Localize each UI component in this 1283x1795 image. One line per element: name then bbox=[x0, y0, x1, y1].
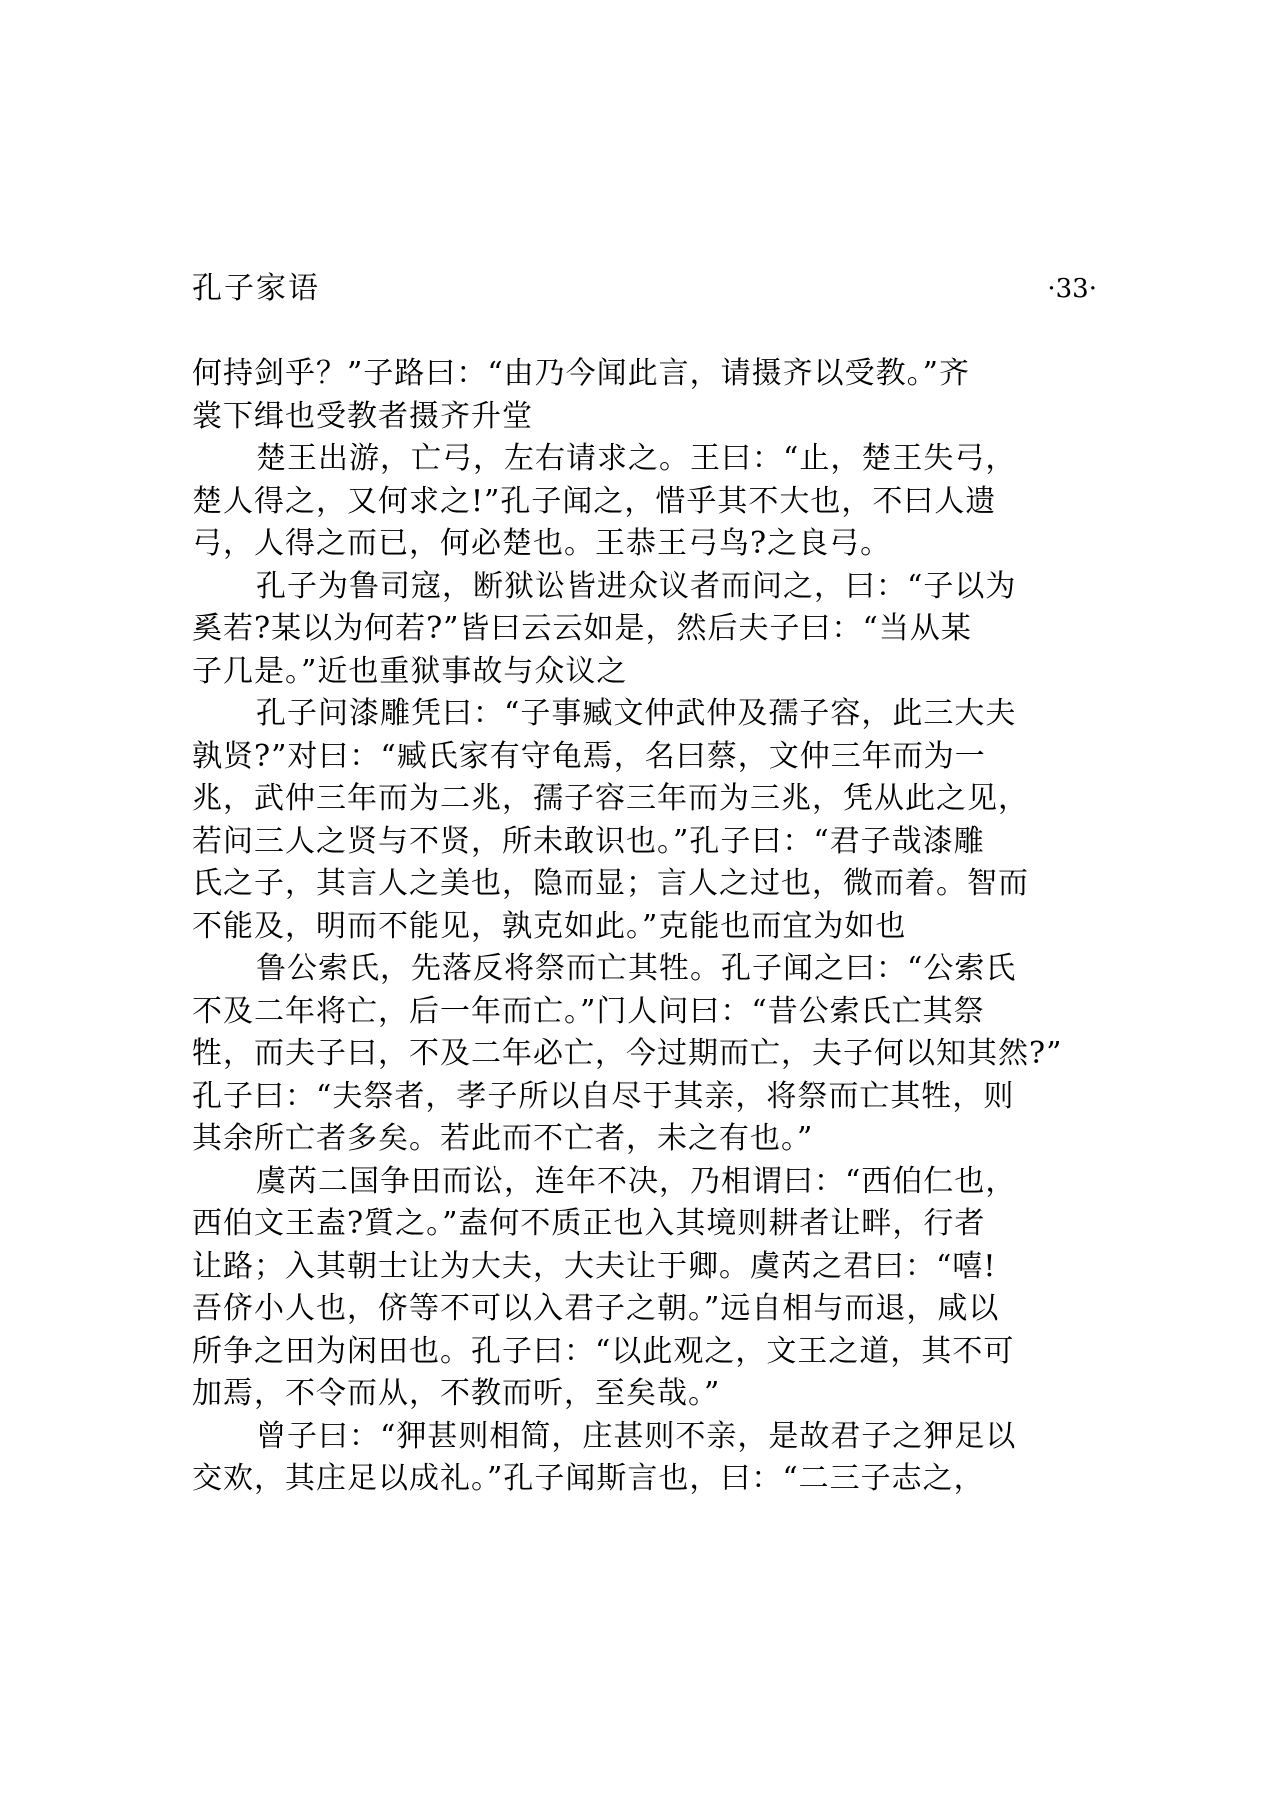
text-line: 楚人得之，又何求之!”孔子闻之，惜乎其不大也，不曰人遗 bbox=[192, 483, 997, 519]
text-line: 孰贤?”对曰：“臧氏家有守龟焉，名曰蔡，文仲三年而为一 bbox=[192, 738, 986, 774]
book-title: 孔子家语 bbox=[192, 271, 320, 306]
text-line: 交欢，其庄足以成礼。”孔子闻斯言也，曰：“二三子志之， bbox=[192, 1461, 985, 1496]
text-line: 加焉，不令而从，不教而听，至矣哉。” bbox=[192, 1376, 721, 1411]
text-line: 曾子曰：“狎甚则相简，庄甚则不亲，是故君子之狎足以 bbox=[256, 1418, 1017, 1454]
body-text bbox=[192, 353, 1097, 1501]
text-line: 孔子为鲁司寇，断狱讼皆进众议者而问之，曰：“子以为 bbox=[256, 568, 1017, 604]
text-line: 牲，而夫子曰，不及二年必亡，今过期而亡，夫子何以知其然?” bbox=[192, 1036, 1063, 1071]
text-line: 不能及，明而不能见，孰克如此。”克能也而宜为如也 bbox=[192, 908, 907, 944]
text-line: 何持剑乎？”子路曰：“由乃今闻此言，请摄齐以受教。”齐 bbox=[192, 356, 971, 391]
text-line: 鲁公索氏，先落反将祭而亡其牲。孔子闻之曰：“公索氏 bbox=[256, 951, 1017, 986]
text-line: 奚若?某以为何若?”皆曰云云如是，然后夫子曰：“当从某 bbox=[192, 611, 972, 646]
text-line: 兆，武仲三年而为二兆，孺子容三年而为三兆，凭从此之见， bbox=[192, 781, 1029, 816]
text-line: 让路；入其朝士让为大夫，大夫让于卿。虞芮之君曰：“嘻! bbox=[192, 1248, 997, 1284]
text-line: 子几是。”近也重狱事故与众议之 bbox=[192, 653, 628, 689]
text-line: 吾侪小人也，侪等不可以入君子之朝。”远自相与而退，咸以 bbox=[192, 1291, 1000, 1326]
text-line: 西伯文王盍?質之。”盍何不质正也入其境则耕者让畔，行者 bbox=[192, 1206, 986, 1241]
page-header bbox=[192, 266, 1097, 312]
text-line: 虞芮二国争田而讼，连年不决，乃相谓曰：“西伯仁也， bbox=[256, 1163, 1017, 1199]
text-line: 弓，人得之而已，何必楚也。王恭王弓鸟?之良弓。 bbox=[192, 526, 892, 561]
text-line: 裳下缉也受教者摄齐升堂 bbox=[192, 398, 533, 434]
text-line: 若问三人之贤与不贤，所未敢识也。”孔子曰：“君子哉漆雕 bbox=[192, 823, 985, 859]
text-line: 氏之子，其言人之美也，隐而显；言人之过也，微而着。智而 bbox=[192, 866, 1029, 901]
page-number: ·33· bbox=[1047, 274, 1097, 304]
text-line: 其余所亡者多矣。若此而不亡者，未之有也。” bbox=[192, 1121, 814, 1156]
text-line: 孔子曰：“夫祭者，孝子所以自尽于其亲，将祭而亡其牲，则 bbox=[192, 1078, 1015, 1114]
text-line: 孔子问漆雕凭曰：“子事臧文仲武仲及孺子容，此三大夫 bbox=[256, 696, 1017, 731]
text-line: 所争之田为闲田也。孔子曰：“以此观之，文王之道，其不可 bbox=[192, 1333, 1015, 1369]
text-line: 楚王出游，亡弓，左右请求之。王曰：“止，楚王失弓， bbox=[256, 441, 1017, 476]
text-line: 不及二年将亡，后一年而亡。”门人问曰：“昔公索氏亡其祭 bbox=[192, 993, 985, 1029]
